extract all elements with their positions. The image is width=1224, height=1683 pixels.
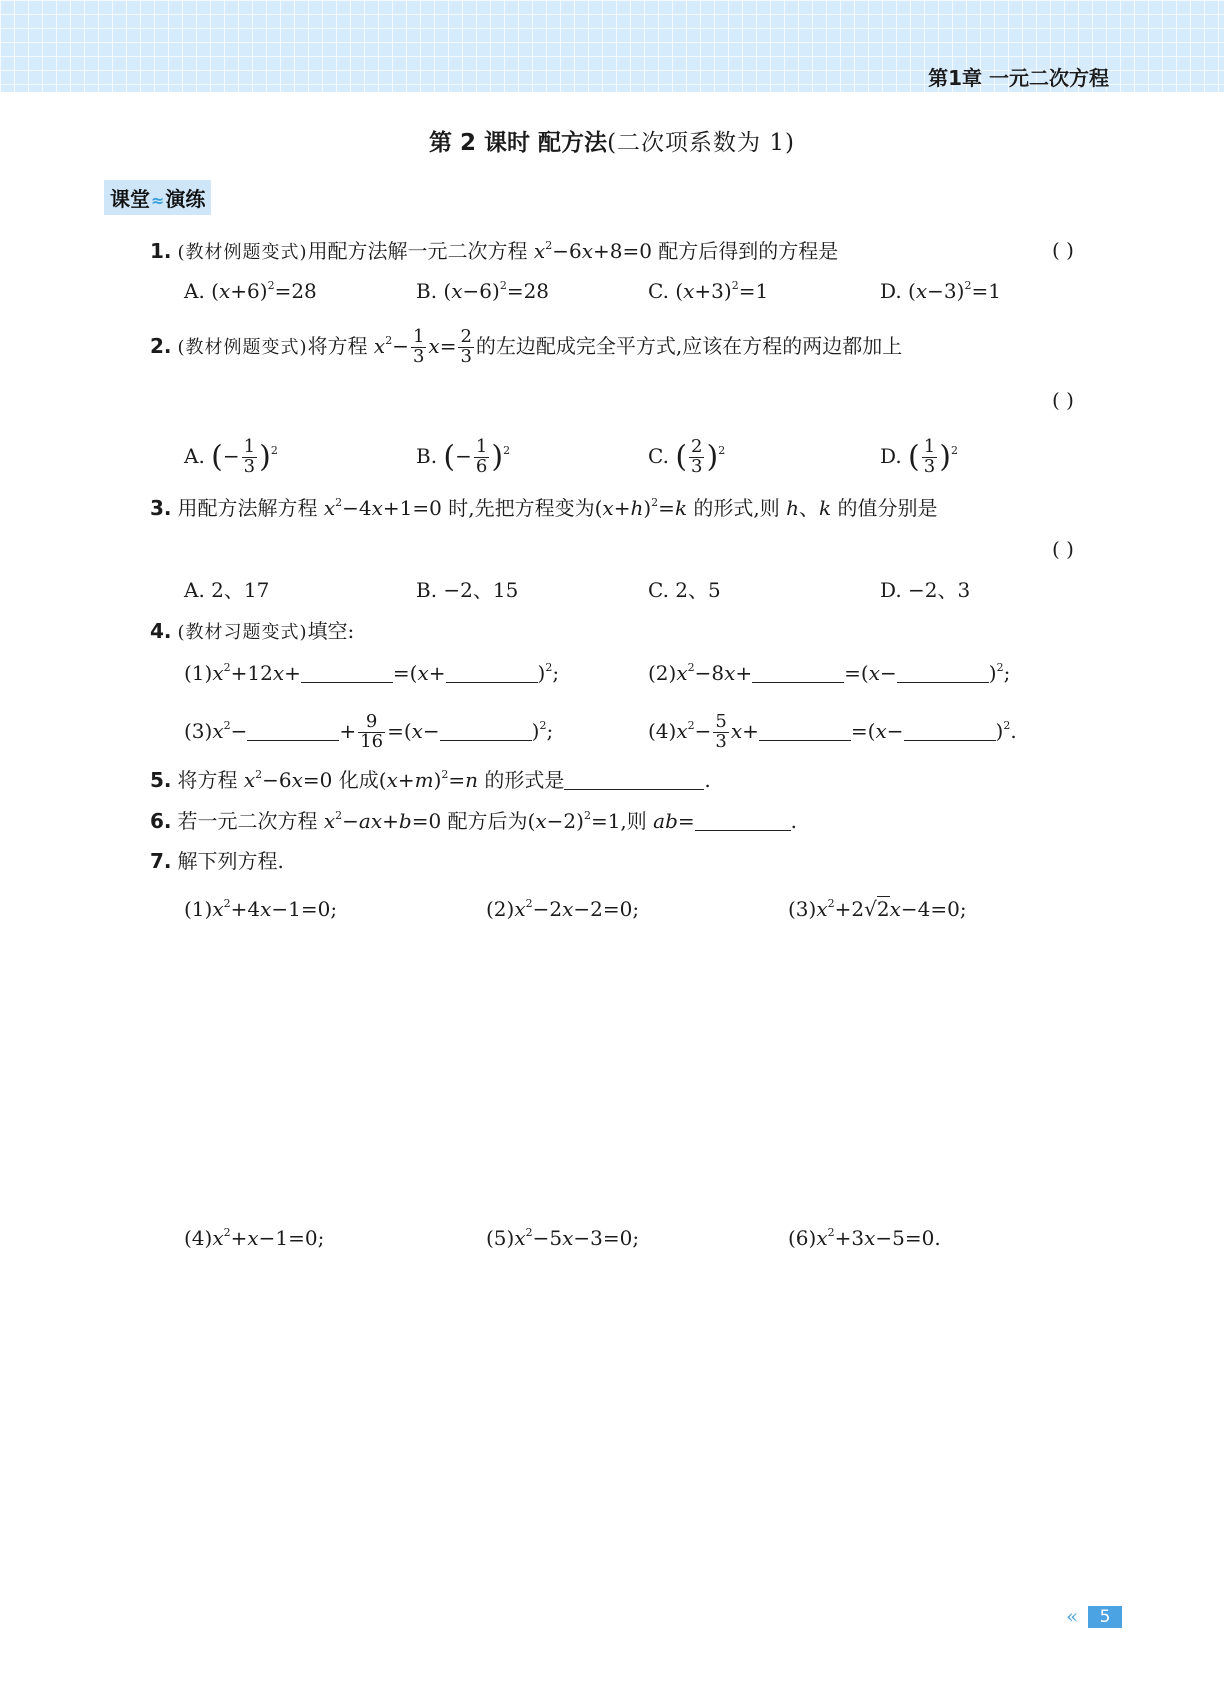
fill-item-1: $(1)x^2+12x+ =(x+ )^2$; [184, 661, 560, 685]
option-b[interactable]: B. $(x-6)^2=28$ [416, 279, 550, 303]
question-number: 1. [150, 239, 172, 263]
question-stem: 解下列方程. [177, 849, 284, 873]
answer-blank[interactable] [897, 662, 989, 683]
item-label: (3) [788, 897, 817, 921]
question-stem: 填空: [307, 619, 355, 643]
answer-blank[interactable] [695, 810, 791, 831]
question-number: 2. [150, 333, 172, 358]
option-a[interactable]: A. (− $\frac{1}{3}$ )$^2$ [184, 436, 278, 477]
fill-item-4: $(4)x^2-$ $\frac{5}{3}$ $x+ =(x- )^2$. [648, 711, 1017, 752]
item-label: (5) [486, 1226, 515, 1250]
fill-item-2: $(2)x^2-8x+ =(x- )^2$; [648, 661, 1011, 685]
answer-blank[interactable] [752, 662, 844, 683]
question-6: 6. 若一元二次方程 $x^2-ax+b=0$ 配方后为$(x-2)^2=1$,则 ab= . [150, 809, 797, 833]
section-tag-right: 演练 [165, 187, 206, 211]
answer-blank[interactable] [904, 720, 996, 741]
wave-icon: ≈ [151, 191, 165, 210]
equation-item-3: $(3)x^2+2√2x-4=0$; [788, 897, 967, 921]
item-label: (6) [788, 1226, 817, 1250]
fraction: $\frac{2}{3}$ [460, 326, 472, 367]
lesson-title-main: 第 2 课时 配方法 [429, 130, 608, 156]
answer-blank[interactable] [247, 720, 339, 741]
fill-item-3: $(3)x^2-$ + $\frac{9}{16}$ $=(x- )^2$; [184, 711, 554, 752]
question-note: (教材例题变式) [177, 336, 308, 358]
item-label: (4) [184, 1226, 213, 1250]
question-stem: 配方后为 [447, 809, 528, 833]
question-3: 3. 用配方法解方程 $x^2-4x+1=0$ 时,先把方程变为$(x+h)^2=k$ 的形式,则 h、k 的值分别是 [150, 496, 938, 520]
equation-item-6: $(6)x^2+3x-5=0$. [788, 1226, 941, 1250]
item-label: (1) [184, 897, 213, 921]
answer-paren[interactable]: ( ) [1052, 238, 1074, 262]
question-number: 3. [150, 496, 172, 520]
section-tag-left: 课堂 [110, 187, 150, 211]
question-note: (教材例题变式) [177, 242, 308, 263]
page-number: 5 [1088, 1606, 1122, 1628]
option-label: B. [416, 279, 438, 303]
equation-item-1: $(1)x^2+4x-1=0$; [184, 897, 338, 921]
question-stem: 的值分别是 [837, 496, 938, 520]
option-d[interactable]: D. ( $\frac{1}{3}$ )$^2$ [880, 436, 958, 477]
option-a[interactable]: A. 2、17 [184, 578, 270, 602]
option-c[interactable]: C. $(x+3)^2=1$ [648, 279, 769, 303]
option-label: A. [184, 443, 205, 468]
double-chevron-left-icon: « [1066, 1604, 1079, 1628]
chapter-title: 第1章 一元二次方程 [928, 66, 1109, 90]
option-b[interactable]: B. −2、15 [416, 578, 519, 602]
option-label: B. [416, 443, 438, 468]
equation-item-5: $(5)x^2-5x-3=0$; [486, 1226, 640, 1250]
lesson-title-sub: (二次项系数为 1) [607, 130, 795, 156]
equation-item-2: $(2)x^2-2x-2=0$; [486, 897, 640, 921]
option-c[interactable]: C. ( $\frac{2}{3}$ )$^2$ [648, 436, 726, 477]
option-d[interactable]: D. $(x-3)^2=1$ [880, 279, 1001, 303]
question-stem: ,则 [620, 809, 654, 833]
option-c[interactable]: C. 2、5 [648, 578, 721, 602]
question-stem: 的形式,则 [693, 496, 787, 520]
answer-paren[interactable]: ( ) [1052, 388, 1074, 412]
option-a[interactable]: A. $(x+6)^2=28$ [184, 279, 317, 303]
question-stem: 用配方法解一元二次方程 [307, 239, 534, 263]
section-tag [104, 180, 211, 215]
fraction: $\frac{1}{3}$ [412, 326, 425, 367]
question-stem: 的形式是 [484, 768, 565, 792]
question-stem: 配方后得到的方程是 [658, 239, 839, 263]
answer-blank[interactable] [446, 662, 538, 683]
answer-blank[interactable] [564, 769, 704, 790]
option-label: C. [648, 279, 669, 303]
item-label: (2) [486, 897, 515, 921]
answer-paren[interactable]: ( ) [1052, 537, 1074, 561]
question-stem: 的左边配成完全平方式,应该在方程的两边都加上 [475, 333, 903, 358]
question-stem: 若一元二次方程 [177, 809, 324, 833]
answer-blank[interactable] [759, 720, 851, 741]
option-d[interactable]: D. −2、3 [880, 578, 971, 602]
option-b[interactable]: B. (− $\frac{1}{6}$ )$^2$ [416, 436, 511, 477]
question-7 [150, 848, 284, 874]
question-4 [150, 618, 354, 646]
option-label: C. [648, 443, 669, 468]
question-5: 5. 将方程 $x^2-6x=0$ 化成$(x+m)^2=n$ 的形式是 . [150, 768, 711, 792]
question-stem: 化成 [338, 768, 379, 792]
option-label: D. [880, 279, 902, 303]
question-stem: 将方程 [307, 333, 374, 358]
question-1: 1. (教材例题变式)用配方法解一元二次方程 $x^2-6x+8=0$ 配方后得到的方程是 [150, 239, 839, 263]
question-number: 4. [150, 619, 172, 643]
question-note: (教材习题变式) [177, 622, 308, 643]
lesson-title [0, 124, 1224, 157]
answer-blank[interactable] [440, 720, 532, 741]
question-stem: 用配方法解方程 [177, 496, 324, 520]
answer-blank[interactable] [301, 662, 393, 683]
question-number: 7. [150, 849, 172, 873]
equation-item-4: $(4)x^2+x-1=0$; [184, 1226, 325, 1250]
question-stem: 将方程 [177, 768, 244, 792]
question-2: 2. (教材例题变式)将方程 $x^2-$ $\frac{1}{3}$ x= $\frac{2}{3}$ 的左边配成完全平方式,应该在方程的两边都加上 [150, 326, 903, 367]
question-stem: 时,先把方程变为 [448, 496, 595, 520]
option-label: D. [880, 443, 902, 468]
question-number: 6. [150, 809, 172, 833]
option-label: A. [184, 279, 205, 303]
question-number: 5. [150, 768, 172, 792]
